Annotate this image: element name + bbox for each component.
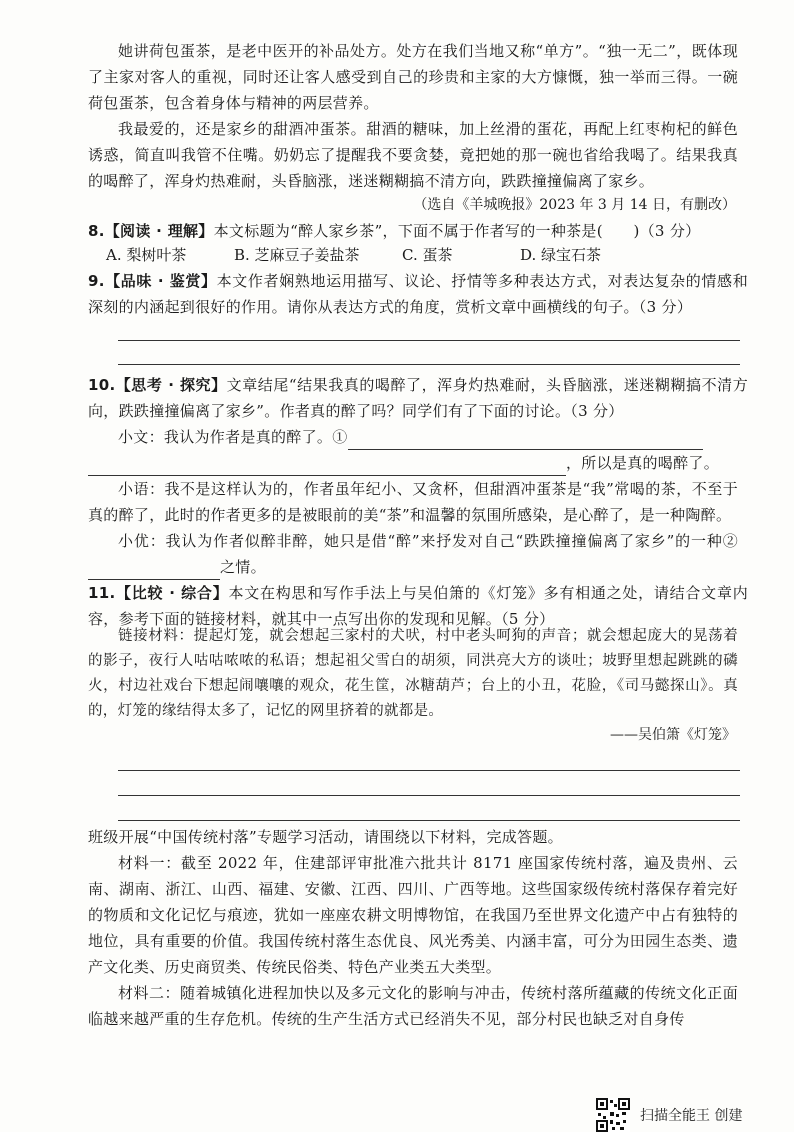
option-c[interactable]: C. 蛋茶 [402, 246, 453, 264]
blank-1-continued[interactable] [88, 457, 566, 476]
question-10-number: 10. [88, 376, 116, 394]
discussion-xiaoyu: 小语：我不是这样认为的，作者虽年纪小、又贪杯，但甜酒冲蛋茶是“我”常喝的茶，不至于真的醉了，此时的作者更多的是被眼前的美“茶”和温馨的氛围所感染，是心醉了，是一种陶醉。 [88, 480, 738, 524]
question-10-tag: 【思考 · 探究】 [115, 376, 227, 394]
answer-line-11-1[interactable] [118, 770, 740, 771]
answer-line-11-2[interactable] [118, 795, 740, 796]
xiaoyou-conclusion: 之情。 [220, 558, 266, 576]
question-11-number: 11. [88, 584, 116, 602]
xiaowen-conclusion: ，所以是真的喝醉了。 [566, 454, 720, 472]
question-10-text: 文章结尾“结果我真的喝醉了，浑身灼热难耐，头昏脑涨，迷迷糊糊搞不清方向，跌跌撞撞偏离了家乡”。作者真的醉了吗？同学们有了下面的讨论。（3 分） [88, 376, 749, 420]
option-d[interactable]: D. 绿宝石茶 [520, 246, 602, 264]
link-material-attribution: ——吴伯箫《灯笼》 [610, 727, 736, 743]
answer-line-9-1[interactable] [118, 340, 740, 341]
answer-line-11-3[interactable] [118, 820, 740, 821]
activity-intro: 班级开展“中国传统村落”专题学习活动，请围绕以下材料，完成答题。 [88, 828, 563, 846]
question-8-tag: 【阅读 · 理解】 [104, 222, 214, 240]
option-b[interactable]: B. 芝麻豆子姜盐茶 [234, 246, 360, 264]
xiaoyou-statement: 小优：我认为作者似醉非醉，她只是借“醉”来抒发对自己“跌跌撞撞偏离了家乡”的一种② [118, 532, 738, 550]
question-11-text: 本文在构思和写作手法上与吴伯箫的《灯笼》多有相通之处，请结合文章内容，参考下面的链接材料，就其中一点写出你的发现和见解。（5 分） [88, 584, 749, 628]
question-9-tag: 【品味 · 鉴赏】 [104, 272, 217, 290]
discussion-xiaoyou [88, 528, 738, 580]
reading-paragraph-1: 她讲荷包蛋茶，是老中医开的补品处方。处方在我们当地又称“单方”。“独一无二”，既体现了主家对客人的重视，同时还让客人感受到自己的珍贵和主家的大方慷慨，独一举而三得。一碗荷包蛋茶，包含着身体与精神的两层营养。 [88, 42, 738, 112]
discussion-xiaowen-line-1 [88, 424, 738, 450]
option-a[interactable]: A. 梨树叶茶 [106, 246, 187, 264]
material-1: 材料一：截至 2022 年，住建部评审批准六批共计 8171 座国家传统村落，遍及贵州、云南、湖南、浙江、山西、福建、安徽、江西、四川、广西等地。这些国家级传统村落保存着完好的物质和文化记忆与痕迹，犹如一座座农耕文明博物馆，在我国乃至世界文化遗产中占有独特的地位，具有重要的价值。我国传统村落生态优良、风光秀美、内涵丰富，可分为田园生态类、遗产文化类、历史商贸类、传统民俗类、特色产业类五大类型。 [88, 854, 738, 976]
question-9-number: 9. [88, 272, 105, 290]
answer-line-9-2[interactable] [118, 364, 740, 365]
question-8-options [106, 243, 601, 267]
xiaowen-statement: 小文：我认为作者是真的醉了。① [118, 428, 348, 446]
qr-code-icon [596, 1098, 630, 1132]
question-10 [88, 372, 748, 424]
question-8 [88, 218, 748, 244]
question-11-tag: 【比较 · 综合】 [115, 584, 229, 602]
question-9-text: 本文作者娴熟地运用描写、议论、抒情等多种表达方式，对表达复杂的情感和深刻的内涵起到很好的作用。请你从表达方式的角度，赏析文章中画横线的句子。（3 分） [88, 272, 748, 316]
link-material: 链接材料：提起灯笼，就会想起三家村的犬吠，村中老头呵狗的声音；就会想起庞大的晃荡着的影子，夜行人咕咕哝哝的私语；想起祖父雪白的胡须，同洪亮大方的谈吐；坡野里想起跳跳的磷火，村边社戏台下想起闹嚷嚷的观众，花生筐，冰糖葫芦；台上的小丑，花脸，《司马懿探山》。真的，灯笼的缘结得太多了，记忆的网里挤着的就都是。 [88, 628, 738, 719]
scanner-watermark: 扫描全能王 创建 [640, 1108, 743, 1124]
reading-source: （选自《羊城晚报》2023 年 3 月 14 日，有删改） [413, 197, 736, 213]
question-8-number: 8. [88, 222, 105, 240]
blank-1[interactable] [348, 431, 703, 450]
reading-paragraph-2: 我最爱的，还是家乡的甜酒冲蛋茶。甜酒的糖味，加上丝滑的蛋花，再配上红枣枸杞的鲜色诱惑，简直叫我管不住嘴。奶奶忘了提醒我不要贪婪，竟把她的那一碗也省给我喝了。结果我真的喝醉了，浑身灼热难耐，头昏脑涨，迷迷糊糊搞不清方向，跌跌撞撞偏离了家乡。 [88, 120, 738, 190]
question-9 [88, 268, 748, 320]
question-8-text: 本文标题为“醉人家乡茶”，下面不属于作者写的一种茶是( )（3 分） [213, 222, 701, 240]
blank-2[interactable] [88, 561, 220, 580]
material-2: 材料二：随着城镇化进程加快以及多元文化的影响与冲击，传统村落所蕴藏的传统文化正面临越来越严重的生存危机。传统的生产生活方式已经消失不见，部分村民也缺乏对自身传 [88, 984, 738, 1028]
discussion-xiaowen-line-2 [88, 450, 748, 476]
